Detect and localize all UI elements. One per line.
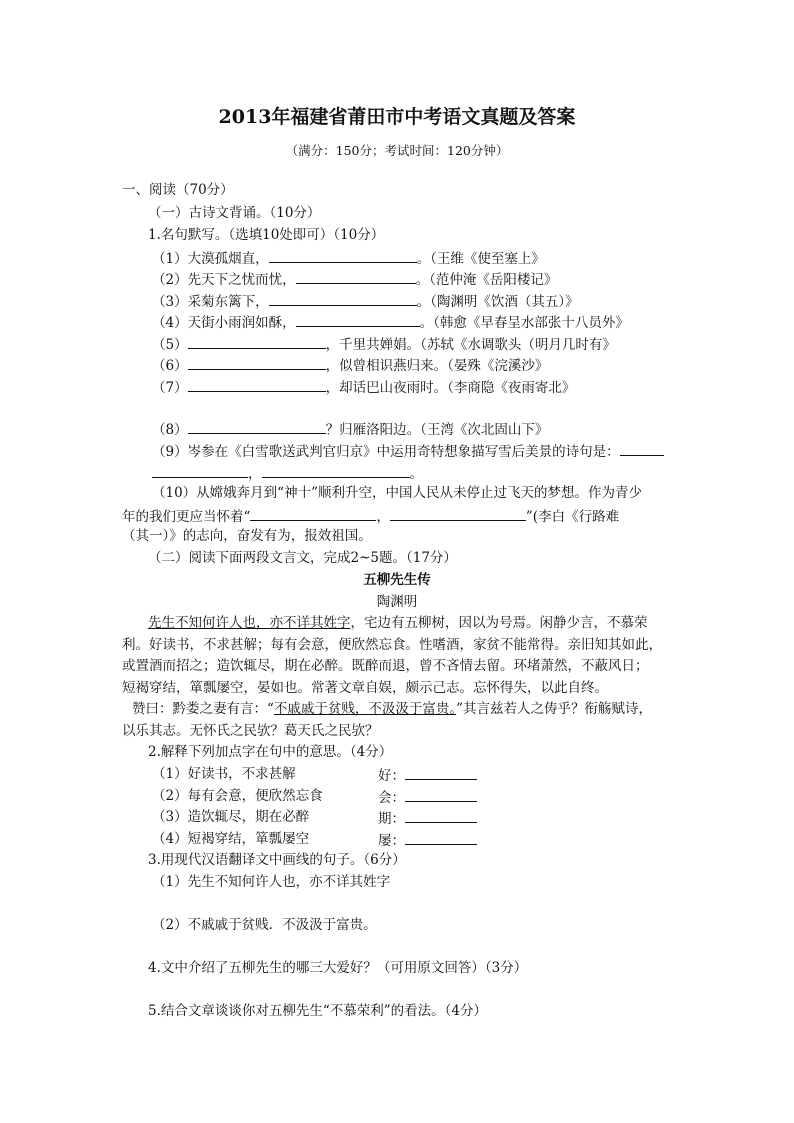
answer-blank[interactable]	[250, 506, 376, 521]
dictation-source: ，千里共婵娟。（苏轼《水调歌头（明月几时有》	[325, 337, 616, 353]
section-heading: 一、阅读（70分）	[122, 182, 234, 198]
q2-item-word	[378, 808, 477, 828]
question-10-line-2	[122, 506, 619, 526]
dictation-source: ？归雁洛阳边。（王湾《次北固山下》	[325, 422, 549, 438]
essay-text: 赞曰：黔娄之妻有言：“	[132, 701, 274, 717]
dictation-prompt: （8）	[152, 422, 188, 438]
question-3-item-1: （1）先生不知何许人也，亦不详其姓字	[152, 874, 391, 890]
question-9	[152, 441, 664, 461]
q2-item-sentence: （3）造饮辄尽，期在必醉	[152, 809, 310, 825]
question-9-answer-line	[152, 463, 423, 483]
question-2: 2.解释下列加点字在句中的意思。（4分）	[148, 744, 393, 760]
dictation-item	[152, 291, 579, 311]
essay-line: 或置酒而招之；造饮辄尽，期在必醉。既醉而退，曾不吝情去留。环堵萧然，不蔽风日；	[122, 658, 649, 674]
essay-author: 陶渊明	[376, 594, 418, 610]
question-5: 5.结合文章谈谈你对五柳先生“不慕荣利”的看法。（4分）	[148, 1003, 488, 1019]
dictation-item	[152, 248, 545, 268]
part-heading: （一）古诗文背诵。（10分）	[148, 205, 321, 221]
essay-title: 五柳先生传	[363, 572, 431, 588]
dictation-source: 。（陶渊明《饮酒（其五）》	[416, 294, 579, 310]
q2-item-word	[378, 787, 477, 807]
answer-blank[interactable]	[405, 808, 477, 823]
dictation-item	[152, 355, 548, 375]
q2-item-sentence: （1）好读书，不求甚解	[152, 766, 296, 782]
answer-blank[interactable]	[188, 419, 326, 434]
q2-item-word	[378, 830, 477, 850]
q2-word: 期：	[378, 811, 405, 827]
answer-blank[interactable]	[188, 377, 326, 392]
answer-blank[interactable]	[269, 291, 417, 306]
dictation-source: 。（韩愈《早春呈水部张十八员外》	[419, 315, 629, 331]
answer-blank[interactable]	[269, 248, 417, 263]
question-10-line-3: （其一）》的志向，奋发有为，报效祖国。	[122, 528, 372, 544]
separator: ，	[376, 509, 390, 525]
separator: ，	[248, 466, 262, 482]
q2-word: 会：	[378, 790, 405, 806]
page-title: 2013年福建省莆田市中考语文真题及答案	[218, 106, 576, 128]
dictation-item	[152, 312, 629, 332]
dictation-source: 。（王维《使至塞上》	[416, 251, 545, 267]
dictation-item	[152, 269, 557, 289]
dictation-prompt: （7）	[152, 380, 188, 396]
question-9-text: （9）岑参在《白雪歌送武判官归京》中运用奇特想象描写雪后美景的诗句是：	[152, 444, 620, 460]
question-10-text: 年的我们更应当怀着“	[122, 509, 251, 525]
essay-text: ”其言兹若人之俦乎？衔觞赋诗，	[456, 701, 653, 717]
essay-text: ，宅边有五柳树，因以为号焉。闲静少言，不慕荣	[350, 615, 648, 631]
q2-word: 好：	[378, 768, 405, 784]
answer-blank[interactable]	[405, 830, 477, 845]
answer-blank[interactable]	[152, 463, 248, 478]
underlined-sentence: 先生不知何许人也，亦不详其姓字	[148, 615, 351, 631]
essay-line: 以乐其志。无怀氏之民欤？葛天氏之民欤？	[122, 723, 379, 739]
essay-line: 利。好读书，不求甚解；每有会意，便欣然忘食。性嗜酒，家贫不能常得。亲旧知其如此，	[122, 637, 662, 653]
page-subtitle: （满分：150分；考试时间：120分钟）	[285, 143, 509, 158]
answer-blank[interactable]	[188, 355, 326, 370]
question-1: 1.名句默写。（选填10处即可）（10分）	[148, 227, 385, 243]
answer-blank[interactable]	[620, 441, 664, 456]
dictation-prompt: （1）大漠孤烟直，	[152, 251, 269, 267]
dictation-prompt: （5）	[152, 337, 188, 353]
essay-zan	[132, 700, 652, 718]
question-4: 4.文中介绍了五柳先生的哪三大爱好？（可用原文回答）（3分）	[148, 960, 528, 976]
answer-blank[interactable]	[405, 765, 477, 780]
q2-item-sentence: （2）每有会意，便欣然忘食	[152, 788, 323, 804]
answer-blank[interactable]	[262, 463, 410, 478]
answer-blank[interactable]	[296, 312, 420, 327]
dictation-prompt: （2）先天下之忧而忧，	[152, 272, 296, 288]
answer-blank[interactable]	[390, 506, 526, 521]
dictation-prompt: （6）	[152, 358, 188, 374]
underlined-sentence: 不戚戚于贫贱，不汲汲于富贵。	[273, 701, 457, 717]
essay-line: 短褐穿结，箪瓢屡空，晏如也。常著文章自娱，颇示己志。忘怀得失，以此自终。	[122, 680, 608, 696]
dictation-item	[152, 377, 575, 397]
question-3: 3.用现代汉语翻译文中画线的句子。（6分）	[148, 852, 406, 868]
question-10: （10）从嫦娥奔月到“神十”顺利升空，中国人民从未停止过飞天的梦想。作为青少	[152, 485, 642, 501]
q2-word: 屡：	[378, 833, 405, 849]
dictation-source: ，似曾相识燕归来。（晏殊《浣溪沙》	[325, 358, 549, 374]
essay-paragraph	[148, 614, 648, 632]
question-10-source: ”(李白《行路难	[525, 509, 620, 525]
dictation-prompt: （3）采菊东篱下，	[152, 294, 269, 310]
answer-blank[interactable]	[296, 269, 416, 284]
dictation-prompt: （4）天街小雨润如酥，	[152, 315, 296, 331]
dictation-source: 。（范仲淹《岳阳楼记》	[415, 272, 558, 288]
dictation-source: ，却话巴山夜雨时。（李商隐《夜雨寄北》	[325, 380, 576, 396]
q2-item-word	[378, 765, 477, 785]
part-heading: （二）阅读下面两段文言文，完成2~5题。（17分）	[148, 550, 457, 566]
dictation-item	[152, 334, 616, 354]
answer-blank[interactable]	[405, 787, 477, 802]
dictation-item	[152, 419, 548, 439]
period: 。	[409, 466, 423, 482]
question-3-item-2: （2）不戚戚于贫贱．不汲汲于富贵。	[152, 917, 377, 933]
q2-item-sentence: （4）短褐穿结，箪瓢屡空	[152, 831, 310, 847]
answer-blank[interactable]	[188, 334, 326, 349]
